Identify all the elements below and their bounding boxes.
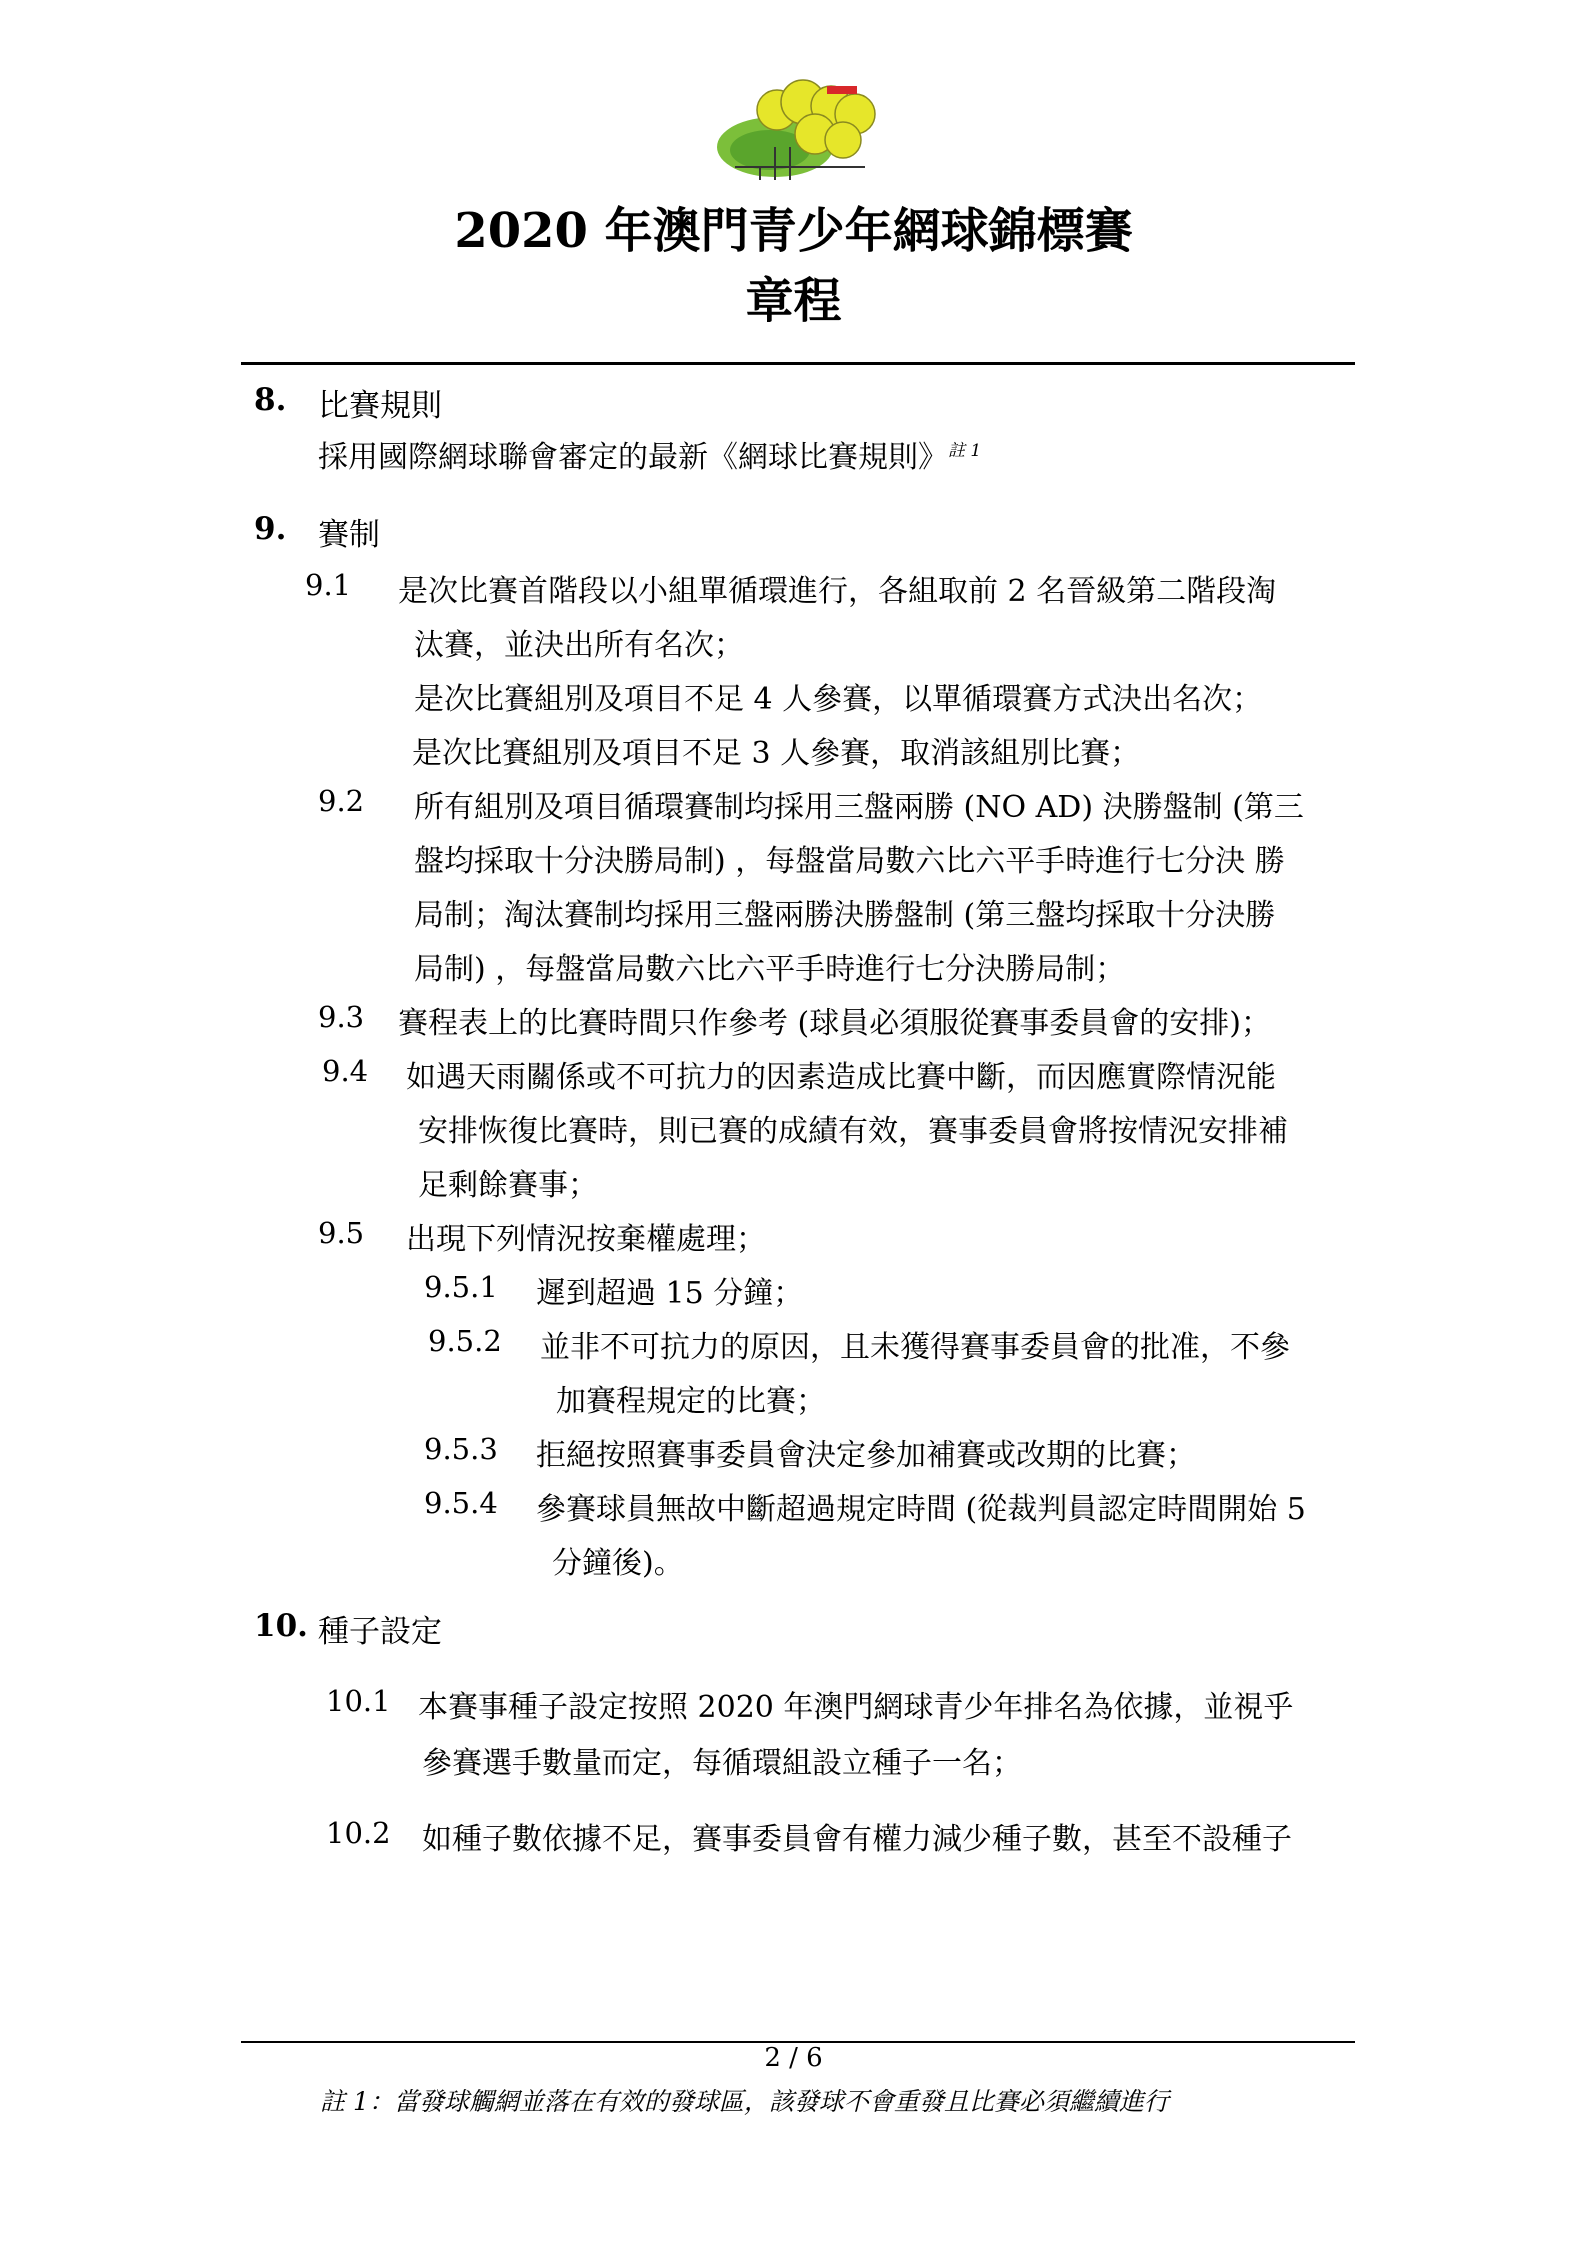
subitem-9-5-2-number: 9.5.2 xyxy=(428,1324,502,1358)
section-9-heading: 賽制 xyxy=(318,517,380,553)
subitem-9-5-1-line: 遲到超過 15 分鐘； xyxy=(536,1276,804,1311)
document-title: 2020 年澳門青少年網球錦標賽 xyxy=(454,203,1133,259)
item-9-1-line: 是次比賽組別及項目不足 3 人參賽，取消該組別比賽； xyxy=(412,736,1141,771)
item-9-2-line: 盤均採取十分決勝局制) ，每盤當局數六比六平手時進行七分決 勝 xyxy=(414,844,1285,879)
section-9-number: 9. xyxy=(254,511,287,547)
section-8-heading: 比賽規則 xyxy=(318,388,442,424)
subitem-9-5-2-line: 加賽程規定的比賽； xyxy=(556,1384,826,1419)
page-number: 2 / 6 xyxy=(764,2043,823,2073)
header-divider xyxy=(241,362,1355,365)
item-9-5-number: 9.5 xyxy=(318,1216,365,1250)
section-10-number: 10. xyxy=(254,1608,308,1644)
item-9-4-line: 如遇天雨關係或不可抗力的因素造成比賽中斷，而因應實際情況能 xyxy=(406,1060,1276,1095)
footnote-text: 註 1：當發球觸網並落在有效的發球區，該發球不會重發且比賽必須繼續進行 xyxy=(320,2087,1169,2116)
subitem-9-5-4-line: 分鐘後)。 xyxy=(552,1546,684,1581)
item-9-3-number: 9.3 xyxy=(318,1000,365,1034)
item-9-1-line: 是次比賽組別及項目不足 4 人參賽，以單循環賽方式決出名次； xyxy=(414,682,1263,717)
item-9-4-line: 足剩餘賽事； xyxy=(418,1168,598,1203)
item-10-1-number: 10.1 xyxy=(326,1684,391,1718)
item-9-2-line: 所有組別及項目循環賽制均採用三盤兩勝 (NO AD) 決勝盤制 (第三 xyxy=(414,790,1304,825)
item-9-3-line: 賽程表上的比賽時間只作參考 (球員必須服從賽事委員會的安排)； xyxy=(398,1006,1271,1041)
item-9-4-line: 安排恢復比賽時，則已賽的成績有效，賽事委員會將按情況安排補 xyxy=(418,1114,1288,1149)
item-9-4-number: 9.4 xyxy=(322,1054,369,1088)
subitem-9-5-4-line: 參賽球員無故中斷超過規定時間 (從裁判員認定時間開始 5 xyxy=(536,1492,1306,1527)
document-subtitle: 章程 xyxy=(745,273,842,329)
item-10-1-line: 參賽選手數量而定，每循環組設立種子一名； xyxy=(422,1746,1022,1781)
item-9-2-line: 局制) ，每盤當局數六比六平手時進行七分決勝局制； xyxy=(414,952,1126,987)
association-logo xyxy=(715,72,885,182)
item-10-1-line: 本賽事種子設定按照 2020 年澳門網球青少年排名為依據，並視乎 xyxy=(418,1690,1294,1725)
subitem-9-5-1-number: 9.5.1 xyxy=(424,1270,498,1304)
item-10-2-line: 如種子數依據不足，賽事委員會有權力減少種子數，甚至不設種子 xyxy=(422,1822,1292,1857)
section-10-heading: 種子設定 xyxy=(318,1614,442,1650)
section-8-number: 8. xyxy=(254,382,287,418)
item-9-1-line: 是次比賽首階段以小組單循環進行，各組取前 2 名晉級第二階段淘 xyxy=(398,574,1277,609)
subitem-9-5-3-line: 拒絕按照賽事委員會決定參加補賽或改期的比賽； xyxy=(536,1438,1196,1473)
section-8-text: 採用國際網球聯會審定的最新《網球比賽規則》$^{註 1}$ xyxy=(318,440,982,475)
item-10-2-number: 10.2 xyxy=(326,1816,391,1850)
item-9-2-number: 9.2 xyxy=(318,784,365,818)
item-9-2-line: 局制；淘汰賽制均採用三盤兩勝決勝盤制 (第三盤均採取十分決勝 xyxy=(414,898,1276,933)
subitem-9-5-2-line: 並非不可抗力的原因，且未獲得賽事委員會的批准，不參 xyxy=(540,1330,1290,1365)
item-9-1-line: 汰賽，並決出所有名次； xyxy=(414,628,744,663)
item-9-1-number: 9.1 xyxy=(305,568,352,602)
item-9-5-line: 出現下列情況按棄權處理； xyxy=(406,1222,766,1257)
subitem-9-5-3-number: 9.5.3 xyxy=(424,1432,498,1466)
footnote-ref: 註 1 xyxy=(948,441,982,461)
subitem-9-5-4-number: 9.5.4 xyxy=(424,1486,498,1520)
